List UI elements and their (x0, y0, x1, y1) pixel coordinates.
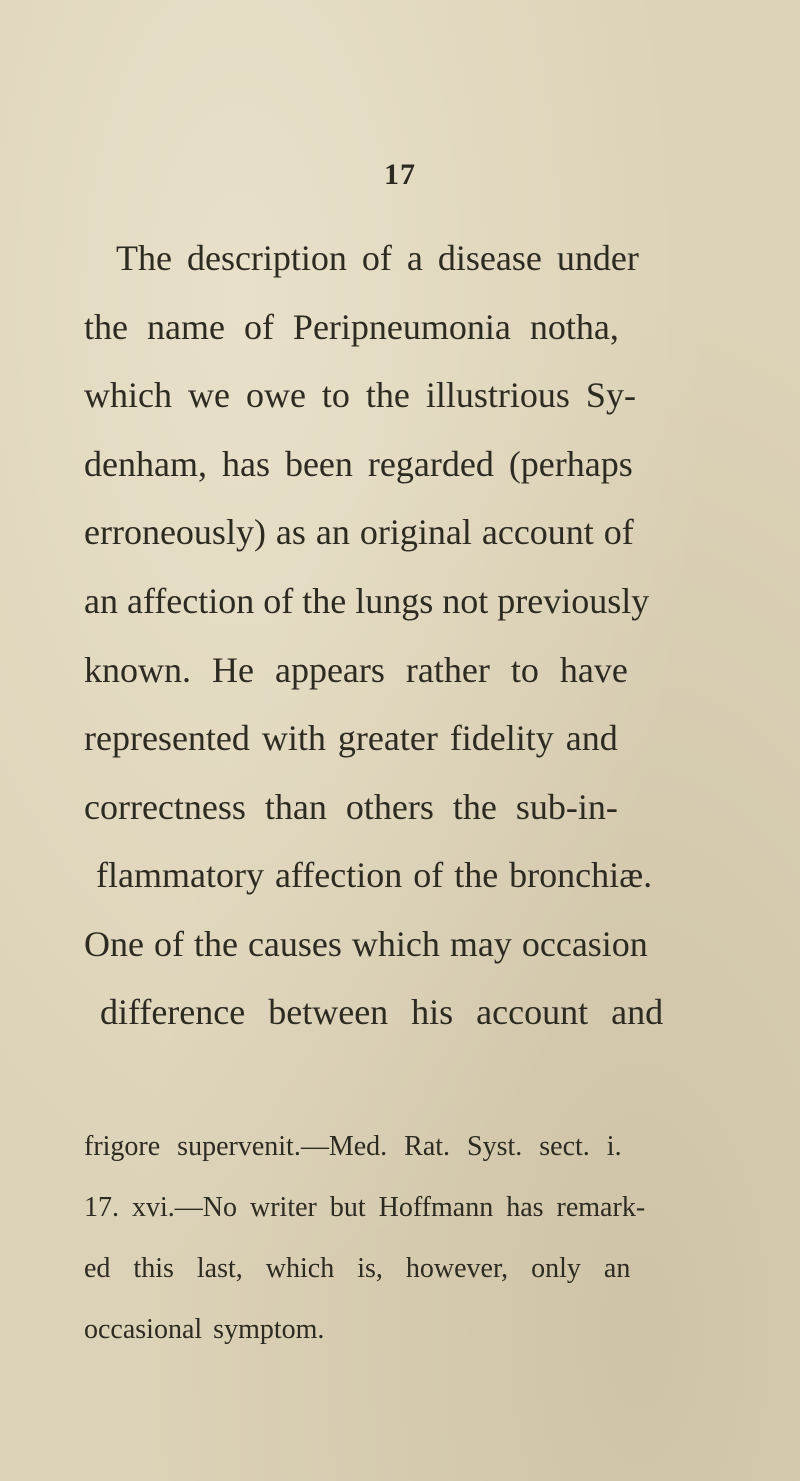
text-line: flammatory affection of the bronchiæ. (96, 855, 653, 895)
footnote-line: ed this last, which is, however, only an (84, 1253, 631, 1284)
text-line: difference between his account and (100, 992, 664, 1032)
text-line: erroneously) as an original account of (84, 512, 634, 552)
page-number: 17 (384, 158, 416, 191)
footnote-line: occasional symptom. (84, 1314, 325, 1345)
text-line: an affection of the lungs not previously (84, 581, 650, 621)
text-line: represented with greater fidelity and (84, 718, 618, 758)
text-line: known. He appears rather to have (84, 650, 628, 690)
text-line: One of the causes which may occasion (84, 924, 648, 964)
text-line: The description of a disease under (116, 238, 639, 278)
text-line: correctness than others the sub-in- (84, 787, 618, 827)
text-line: denham, has been regarded (perhaps (84, 444, 633, 484)
footnote-line: 17. xvi.—No writer but Hoffmann has remark- (84, 1192, 646, 1223)
footnote-line: frigore supervenit.—Med. Rat. Syst. sect. i. (84, 1131, 622, 1162)
text-line: the name of Peripneumonia notha, (84, 307, 619, 347)
text-line: which we owe to the illustrious Sy- (84, 375, 636, 415)
